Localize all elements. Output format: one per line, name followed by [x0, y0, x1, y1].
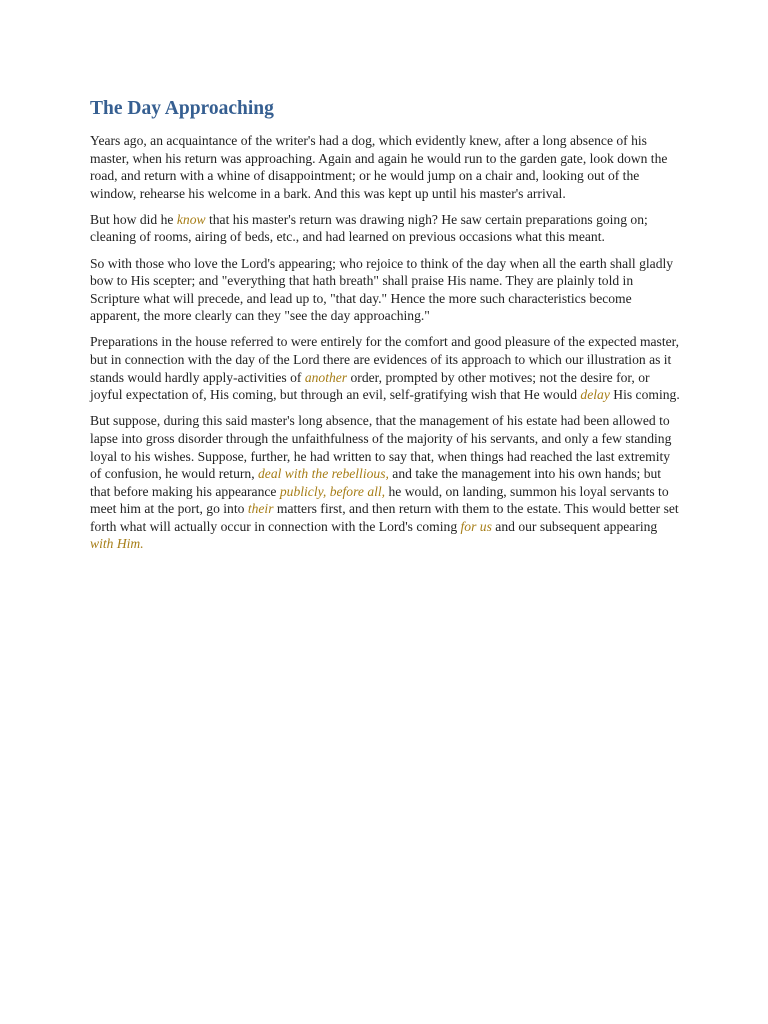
emphasized-text: their: [247, 501, 274, 517]
paragraph-text: order, prompted by other motives; not the desire for, or joyful expectation of, His coming, but through an evil, self-gratifying wish that He would: [90, 369, 650, 403]
paragraph-list: [90, 132, 680, 553]
emphasized-text: delay: [580, 387, 610, 403]
paragraph: [90, 132, 680, 202]
paragraph-text: Preparations in the house referred to were entirely for the comfort and good pleasure of the expected master, but in connection with the day of the Lord there are evidences of its approach to which our illustration as it stands would hardly apply-activities of: [90, 334, 680, 385]
emphasized-text: another: [304, 369, 348, 385]
paragraph-text: His coming.: [609, 387, 680, 403]
emphasized-text: with Him.: [90, 536, 144, 552]
paragraph-text: So with those who love the Lord's appearing; who rejoice to think of the day when all the earth shall gladly bow to His scepter; and "everything that hath breath" shall praise His name. They are plainly told in Scripture what will precede, and lead up to, "that day." Hence the more such characteristics become apparent, the more clearly can they "see the day approaching.": [90, 255, 674, 324]
document-body: [90, 96, 680, 562]
paragraph: [90, 333, 680, 403]
paragraph-text: he would, on landing, summon his loyal servants to meet him at the port, go into: [90, 483, 669, 517]
paragraph-text: that his master's return was drawing nigh? He saw certain preparations going on; cleaning of rooms, airing of beds, etc., and had learned on previous occasions what this meant.: [90, 211, 648, 245]
paragraph: [90, 211, 680, 246]
page-title: The Day Approaching: [90, 98, 274, 119]
paragraph-text: matters first, and then return with them to the estate. This would better set forth what will actually occur in connection with the Lord's coming: [90, 501, 679, 534]
paragraph-text: But suppose, during this said master's long absence, that the management of his estate had been allowed to lapse into gross disorder through the unfaithfulness of the majority of his servants, and only a few standing loyal to his wishes. Suppose, further, he had written to say that, when things had reached the last extremity of confusion, he would return,: [90, 413, 672, 482]
paragraph-text: Years ago, an acquaintance of the writer's had a dog, which evidently knew, after a long absence of his master, when his return was approaching. Again and again he would run to the garden gate, look down the road, and return with a whine of disappointment; or he would jump on a chair and, looking out of the window, rehearse his welcome in a bark. And this was kept up until his master's arrival.: [90, 133, 668, 201]
paragraph: [90, 412, 680, 553]
paragraph: [90, 255, 680, 325]
emphasized-text: publicly, before all,: [279, 483, 386, 499]
emphasized-text: deal with the rebellious,: [258, 466, 389, 482]
paragraph-text: and our subsequent appearing: [491, 518, 658, 534]
emphasized-text: know: [176, 211, 206, 227]
paragraph-text: and take the management into his own hands; but that before making his appearance: [90, 466, 662, 499]
emphasized-text: for us: [460, 518, 492, 534]
paragraph-text: But how did he: [90, 211, 177, 227]
